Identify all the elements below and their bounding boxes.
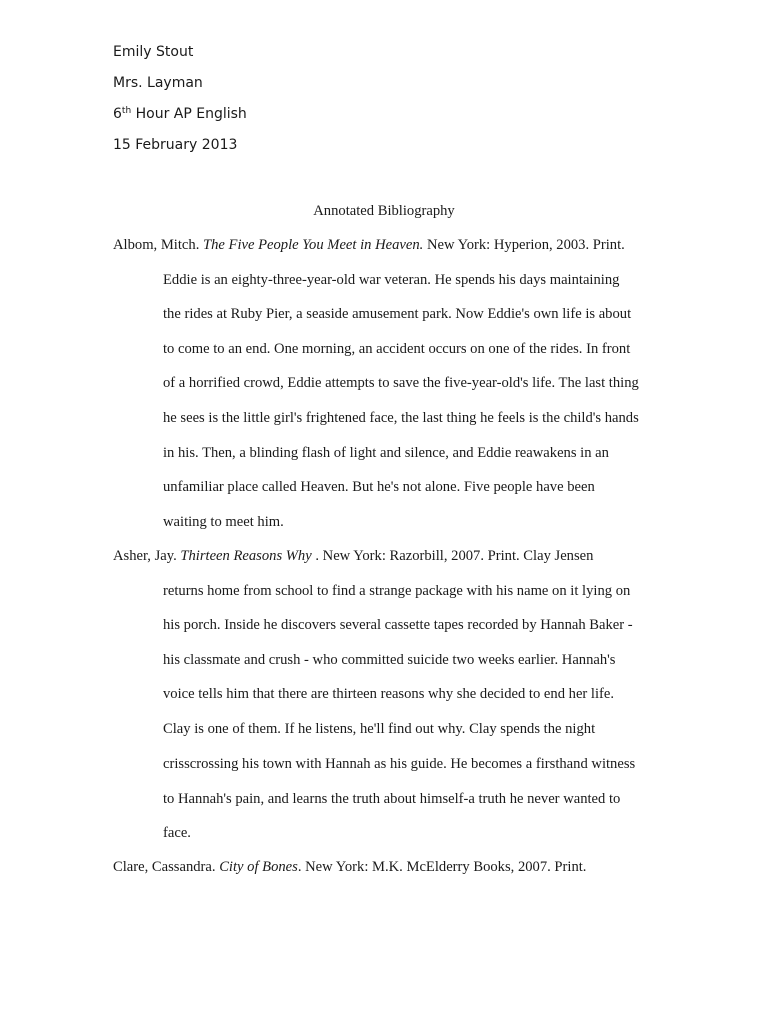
citation-book-title: The Five People You Meet in Heaven.: [203, 237, 424, 253]
annotation-line: to come to an end. One morning, an accident occurs on one of the rides. In front: [163, 341, 631, 357]
document-date: 15 February 2013: [113, 137, 238, 153]
citation-clare: [113, 858, 586, 876]
citation-book-title: Thirteen Reasons Why: [180, 548, 312, 564]
citation-publication: New York: Hyperion, 2003. Print.: [423, 237, 625, 253]
class-name: [113, 105, 247, 123]
annotation-line: crisscrossing his town with Hannah as his guide. He becomes a firsthand witness: [163, 756, 636, 772]
annotation-line: face.: [163, 825, 191, 841]
class-ordinal-number: 6: [113, 106, 122, 122]
annotation-line: the rides at Ruby Pier, a seaside amusement park. Now Eddie's own life is about: [163, 306, 632, 322]
annotation-line: he sees is the little girl's frightened face, the last thing he feels is the child's hands: [163, 410, 639, 426]
annotation-line: Clay is one of them. If he listens, he'll find out why. Clay spends the night: [163, 721, 596, 737]
annotation-line: voice tells him that there are thirteen reasons why she decided to end her life.: [163, 686, 615, 702]
citation-author: Asher, Jay.: [113, 548, 181, 564]
citation-publication: . New York: M.K. McElderry Books, 2007. Print.: [297, 859, 587, 875]
annotation-line: Eddie is an eighty-three-year-old war veteran. He spends his days maintaining: [163, 272, 620, 288]
student-name: Emily Stout: [113, 44, 194, 60]
teacher-name: Mrs. Layman: [113, 75, 203, 91]
class-label: Hour AP English: [131, 106, 247, 122]
annotation-line: in his. Then, a blinding flash of light and silence, and Eddie reawakens in an: [163, 445, 609, 461]
page-title: Annotated Bibliography: [313, 203, 455, 219]
annotation-line: of a horrified crowd, Eddie attempts to save the five-year-old's life. The last thing: [163, 375, 639, 391]
citation-publication: . New York: Razorbill, 2007. Print. Clay Jensen: [311, 548, 594, 564]
annotation-line: to Hannah's pain, and learns the truth about himself-a truth he never wanted to: [163, 791, 621, 807]
citation-author: Albom, Mitch.: [113, 237, 203, 253]
citation-author: Clare, Cassandra.: [113, 859, 220, 875]
citation-albom: [113, 236, 625, 254]
class-ordinal-suffix: th: [121, 106, 132, 116]
annotation-line: unfamiliar place called Heaven. But he's not alone. Five people have been: [163, 479, 595, 495]
annotation-line: returns home from school to find a strange package with his name on it lying on: [163, 583, 631, 599]
annotation-line: waiting to meet him.: [163, 514, 284, 530]
citation-asher: [113, 547, 593, 565]
annotation-line: his classmate and crush - who committed suicide two weeks earlier. Hannah's: [163, 652, 616, 668]
annotation-line: his porch. Inside he discovers several cassette tapes recorded by Hannah Baker -: [163, 617, 633, 633]
citation-book-title: City of Bones: [219, 859, 298, 875]
